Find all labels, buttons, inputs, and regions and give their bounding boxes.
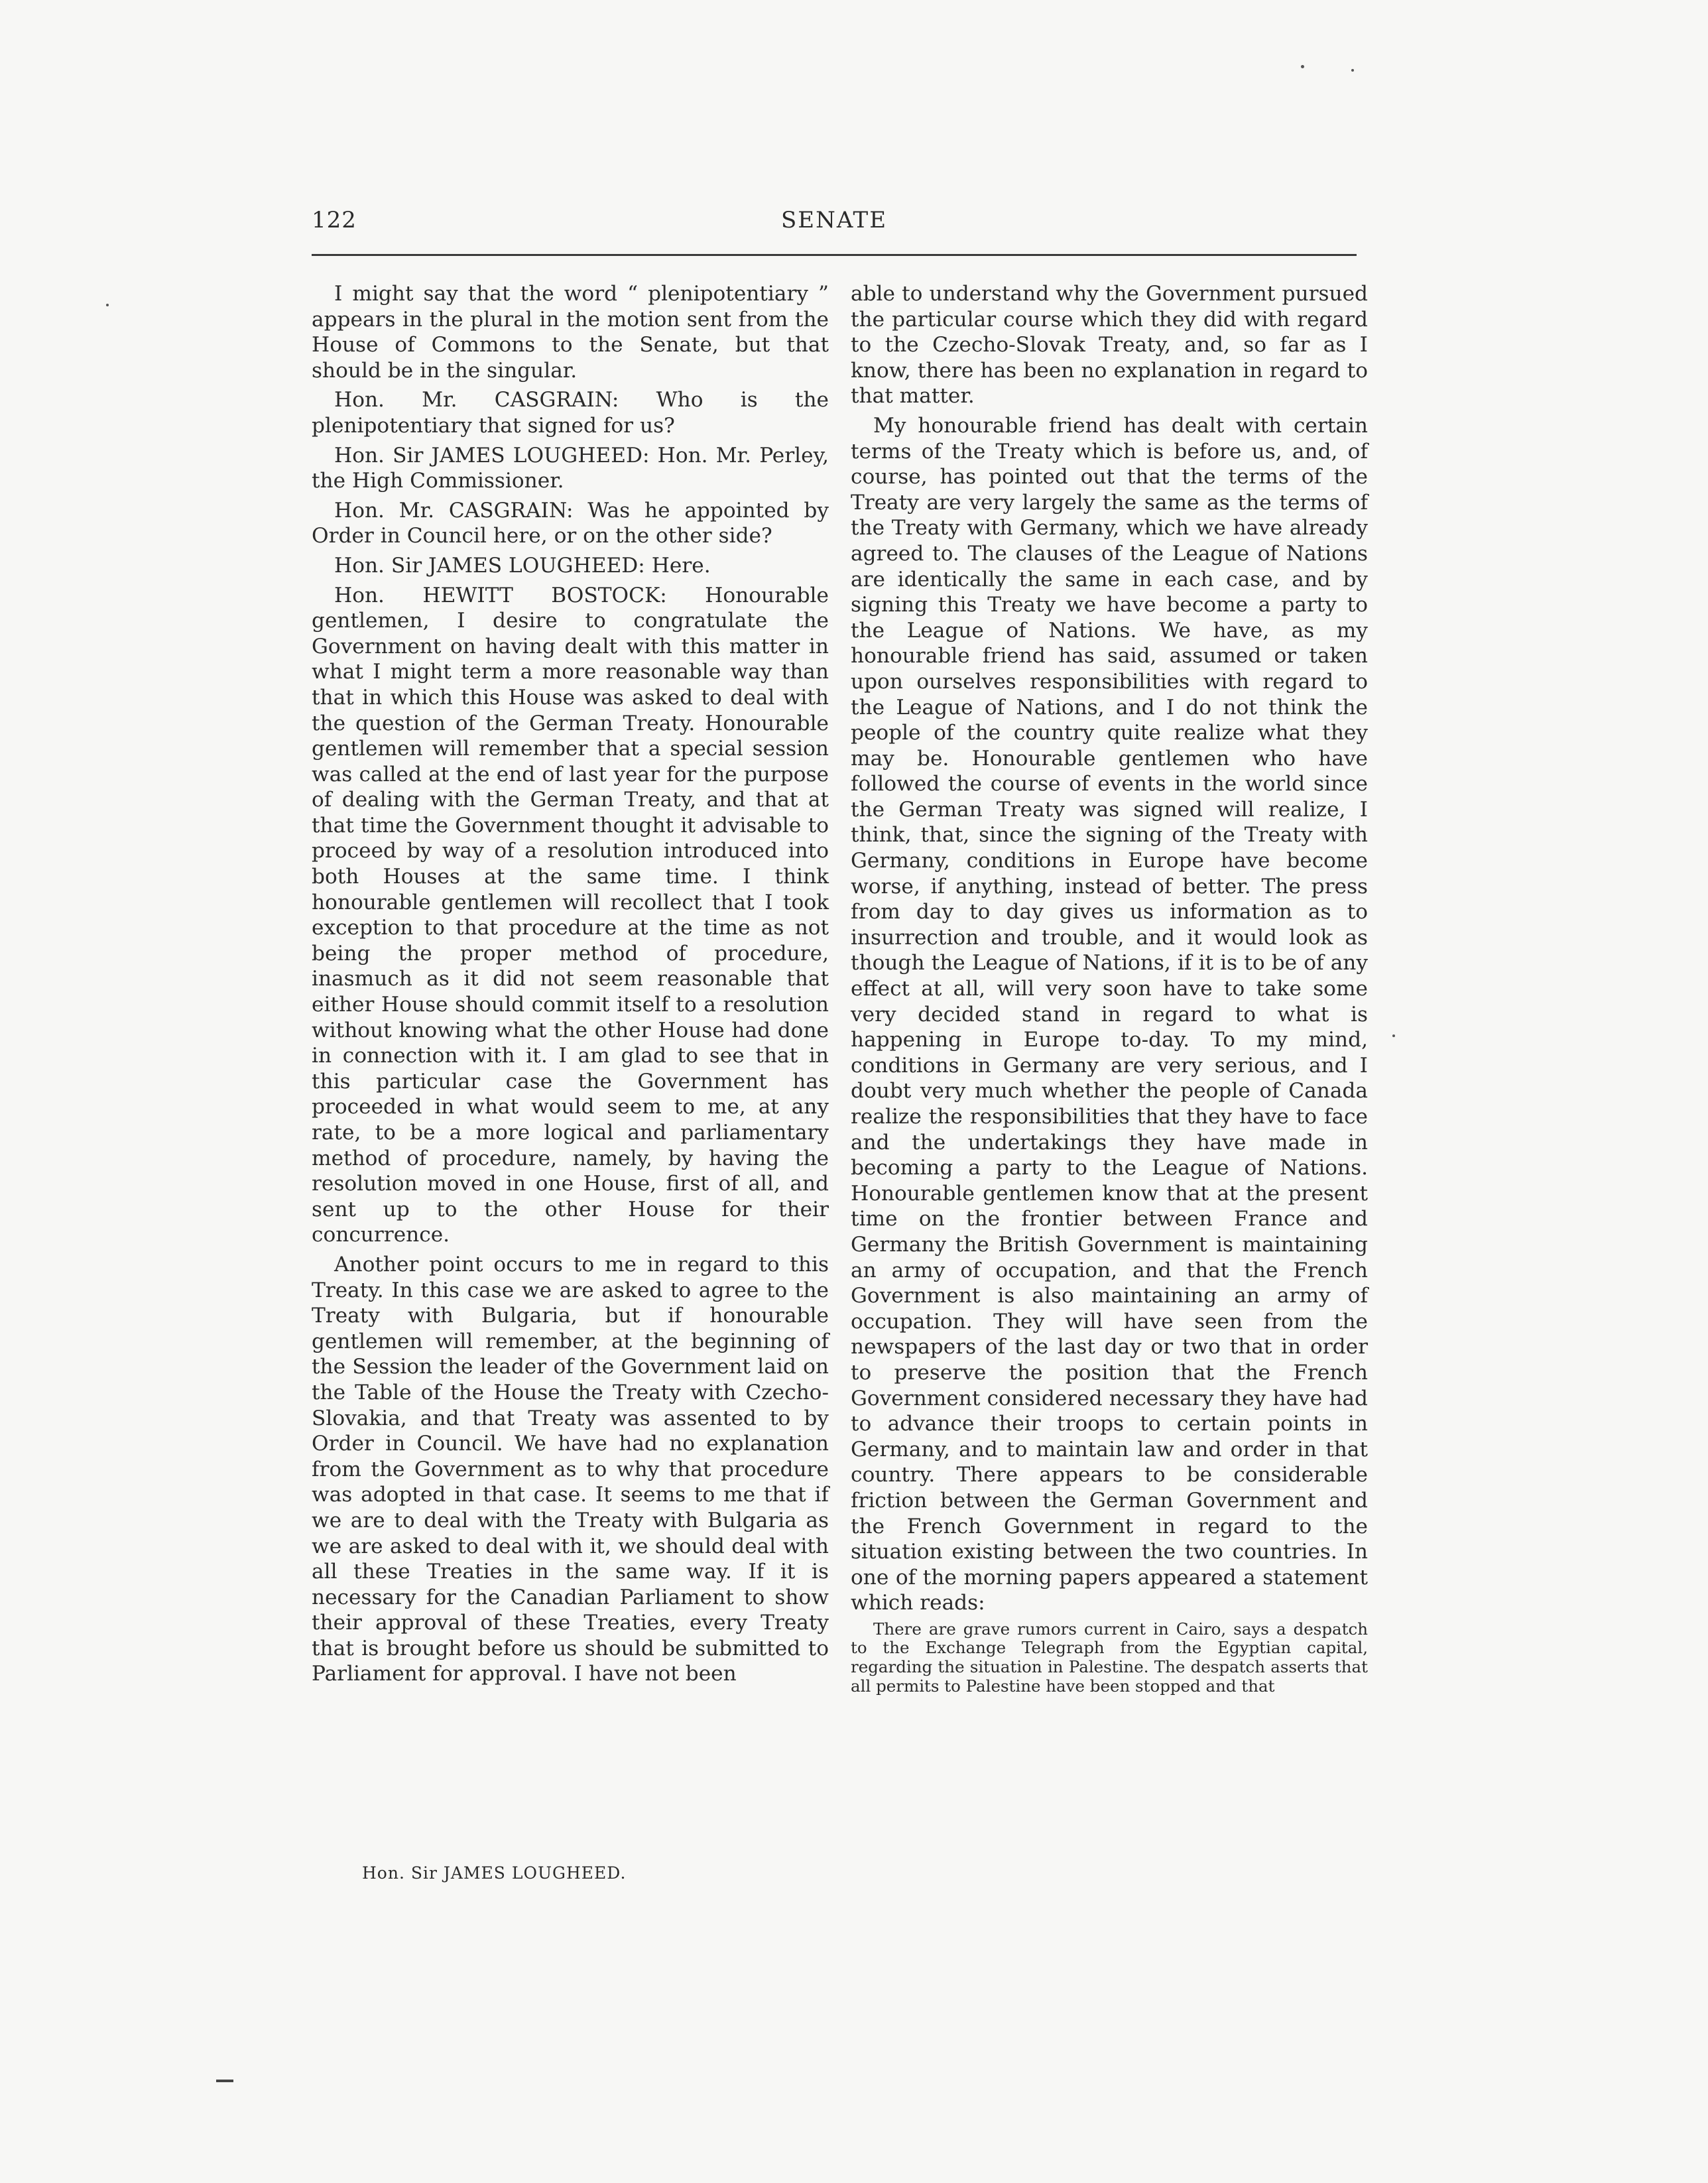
quoted-statement: There are grave rumors current in Cairo, says a despatch to the Exchange Telegraph from the Egyptian capital, regarding the situation in Palestine. The despatch asserts that all permits to Palestine have been stopped and that: [851, 1619, 1368, 1696]
page-title: SENATE: [780, 207, 888, 233]
scan-speck: [1301, 65, 1304, 68]
scan-speck: [1392, 1034, 1395, 1037]
paragraph: [312, 387, 829, 438]
speaker-name: Hon. Mr. CASGRAIN:: [334, 388, 619, 412]
left-column: [312, 281, 829, 1691]
speaker-name: Hon. Sir JAMES LOUGHEED:: [334, 553, 645, 578]
speaker-name: Hon. Mr. CASGRAIN:: [334, 498, 574, 523]
paragraph: able to understand why the Government pursued the particular course which they did with regard to the Czecho-Slovak Treaty, and, so far as I know, there has been no explanation in regard to that matter.: [851, 282, 1368, 408]
paragraph: [312, 498, 829, 549]
speech-text: Who is the plenipotentiary that signed for us?: [312, 388, 829, 438]
speech-text: Here.: [651, 553, 711, 578]
speech-text: Hon. Mr. Perley, the High Commissioner.: [312, 443, 829, 493]
footer-running-name: Hon. Sir JAMES LOUGHEED.: [362, 1863, 627, 1883]
speaker-name: Hon. HEWITT BOSTOCK:: [334, 583, 667, 607]
right-column: [851, 281, 1368, 1696]
page-number: 122: [312, 207, 357, 233]
paragraph: [312, 443, 829, 494]
paragraph: Another point occurs to me in regard to this Treaty. In this case we are asked to agree to the Treaty with Bulgaria, but if honourable gentlemen will remember, at the beginning of the Session the leader of the Government laid on the Table of the House the Treaty with Czecho-Slovakia, and that Treaty was assented to by Order in Council. We have had no explanation from the Government as to why that procedure was adopted in that case. It seems to me that if we are to deal with the Treaty with Bulgaria as we are asked to deal with it, we should deal with all these Treaties in the same way. If it is necessary for the Canadian Parliament to show their approval of these Treaties, every Treaty that is brought before us should be submitted to Parliament for approval. I have not been: [312, 1252, 829, 1686]
paragraph: [312, 553, 829, 579]
scan-mark: [216, 2080, 233, 2082]
scan-speck: [106, 304, 109, 306]
scan-speck: [1351, 69, 1354, 72]
page-header: [312, 207, 1357, 247]
speaker-name: Hon. Sir JAMES LOUGHEED:: [334, 443, 650, 468]
speech-text: Was he appointed by Order in Council here, or on the other side?: [312, 498, 829, 548]
paragraph: My honourable friend has dealt with certain terms of the Treaty which is before us, and, of course, has pointed out that the terms of the Treaty are very largely the same as the terms of the Treaty with Germany, which we have already agreed to. The clauses of the League of Nations are identically the same in each case, and by signing this Treaty we have become a party to the League of Nations. We have, as my honourable friend has said, assumed or taken upon ourselves responsibilities with regard to the League of Nations, and I do not think the people of the country quite realize what they may be. Honourable gentlemen who have followed the course of events in the world since the German Treaty was signed will realize, I think, that, since the signing of the Treaty with Germany, conditions in Europe have become worse, if anything, instead of better. The press from day to day gives us information as to insurrection and trouble, and it would look as though the League of Nations, if it is to be of any effect at all, will very soon have to take some very decided stand in regard to what is happening in Europe to-day. To my mind, conditions in Germany are very serious, and I doubt very much whether the people of Canada realize the responsibilities that they have to face and the undertakings they have made in becoming a party to the League of Nations. Honourable gentlemen know that at the present time on the frontier between France and Germany the British Government is maintaining an army of occupation, and that the French Government is also maintaining an army of occupation. They will have seen from the newspapers of the last day or two that in order to preserve the position that the French Government considered necessary they have had to advance their troops to certain points in Germany, and to maintain law and order in that country. There appears to be considerable friction between the German Government and the French Government in regard to the situation existing between the two countries. In one of the morning papers appeared a statement which reads:: [851, 413, 1368, 1615]
header-rule: [312, 254, 1357, 256]
paragraph: I might say that the word “ plenipotentiary ” appears in the plural in the motion sent from the House of Commons to the Senate, but that should be in the singular.: [312, 282, 829, 383]
paragraph: [312, 583, 829, 1248]
speech-text: Honourable gentlemen, I desire to congratulate the Government on having dealt with this matter in what I might term a more reasonable way than that in which this House was asked to deal with the question of the German Treaty. Honourable gentlemen will remember that a special session was called at the end of last year for the purpose of dealing with the German Treaty, and that at that time the Government thought it advisable to proceed by way of a resolution introduced into both Houses at the same time. I think honourable gentlemen will recollect that I took exception to that procedure at the time as not being the proper method of procedure, inasmuch as it did not seem reasonable that either House should commit itself to a resolution without knowing what the other House had done in connection with it. I am glad to see that in this particular case the Government has proceeded in what would seem to me, at any rate, to be a more logical and parliamentary method of procedure, namely, by having the resolution moved in one House, first of all, and sent up to the other House for their concurrence.: [312, 583, 829, 1247]
